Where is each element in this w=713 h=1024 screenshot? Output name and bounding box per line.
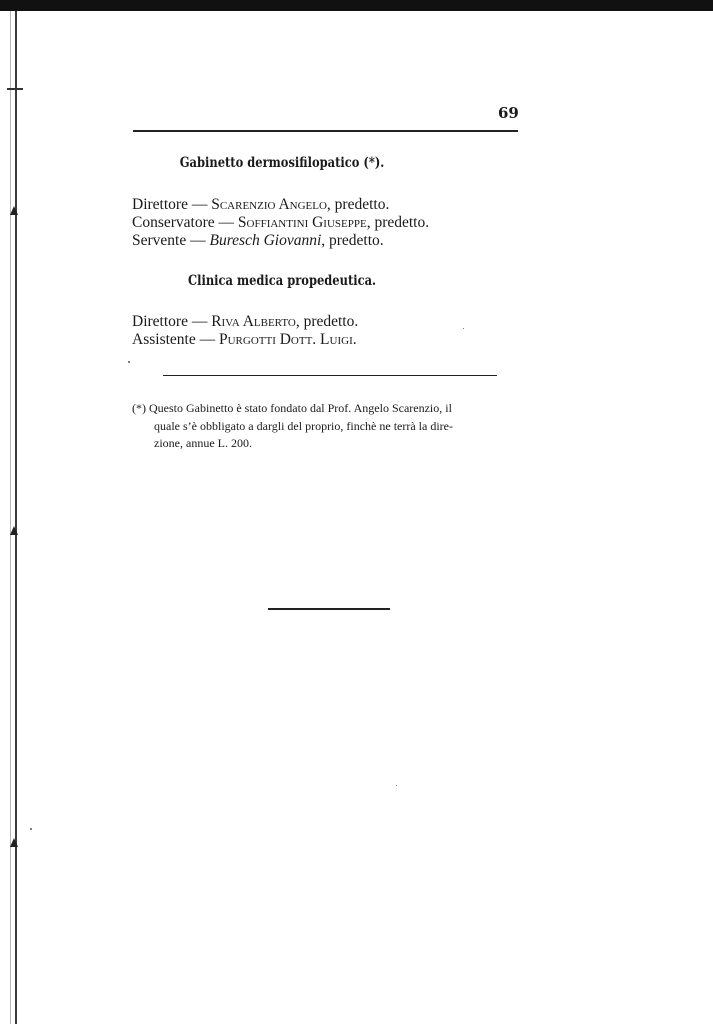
staff-role: Direttore —: [132, 196, 208, 213]
staff-suffix: .: [352, 331, 357, 348]
scan-top-border: [0, 0, 713, 11]
staff-suffix: , predetto.: [366, 214, 430, 231]
staff-entry: [132, 214, 429, 232]
staff-name: Scarenzio Angelo: [211, 196, 327, 213]
binding-arrow-mark: [10, 526, 18, 535]
staff-name: Purgotti Dott. Luigi: [218, 331, 353, 348]
binding-arrow-mark: [10, 838, 18, 847]
staff-entry: [132, 313, 358, 331]
staff-suffix: , predetto.: [295, 313, 359, 330]
section-heading: Clinica medica propedeutica.: [187, 273, 377, 289]
paper-speck: [128, 361, 130, 363]
binding-edge-faint: [10, 11, 11, 1024]
footnote-line: (*) Questo Gabinetto è stato fondato dal Prof. Angelo Scarenzio, il: [132, 401, 452, 415]
paper-speck: [30, 828, 32, 830]
staff-entry: [132, 196, 389, 214]
binding-edge: [15, 11, 17, 1024]
header-rule: [133, 130, 518, 132]
staff-name: Buresch Giovanni: [209, 232, 322, 249]
page-number: 69: [498, 104, 519, 122]
staff-entry: [132, 331, 357, 349]
footnote-line: quale s’è obbligato a dargli del proprio, finchè ne terrà la dire-: [154, 418, 453, 433]
binding-arrow-mark: [10, 206, 18, 215]
staff-name: Soffiantini Giuseppe: [237, 214, 367, 231]
footnote-line: zione, annue L. 200.: [154, 436, 252, 450]
paper-speck: [396, 785, 397, 786]
paper-speck: [463, 328, 464, 329]
binding-tick-mark: [7, 88, 23, 90]
staff-suffix: , predetto.: [321, 232, 384, 249]
staff-entry: [132, 232, 384, 250]
footnote-rule: [163, 375, 497, 376]
staff-role: Assistente —: [132, 331, 216, 348]
staff-name: Riva Alberto: [211, 313, 296, 330]
staff-role: Servente —: [132, 232, 206, 249]
staff-suffix: , predetto.: [326, 196, 390, 213]
section-heading: Gabinetto dermosifilopatico (*).: [179, 155, 385, 171]
staff-role: Conservatore —: [132, 214, 235, 231]
footnote-marker: (*): [132, 401, 146, 415]
staff-role: Direttore —: [132, 313, 208, 330]
footnote: [132, 400, 527, 453]
end-rule: [268, 608, 390, 610]
